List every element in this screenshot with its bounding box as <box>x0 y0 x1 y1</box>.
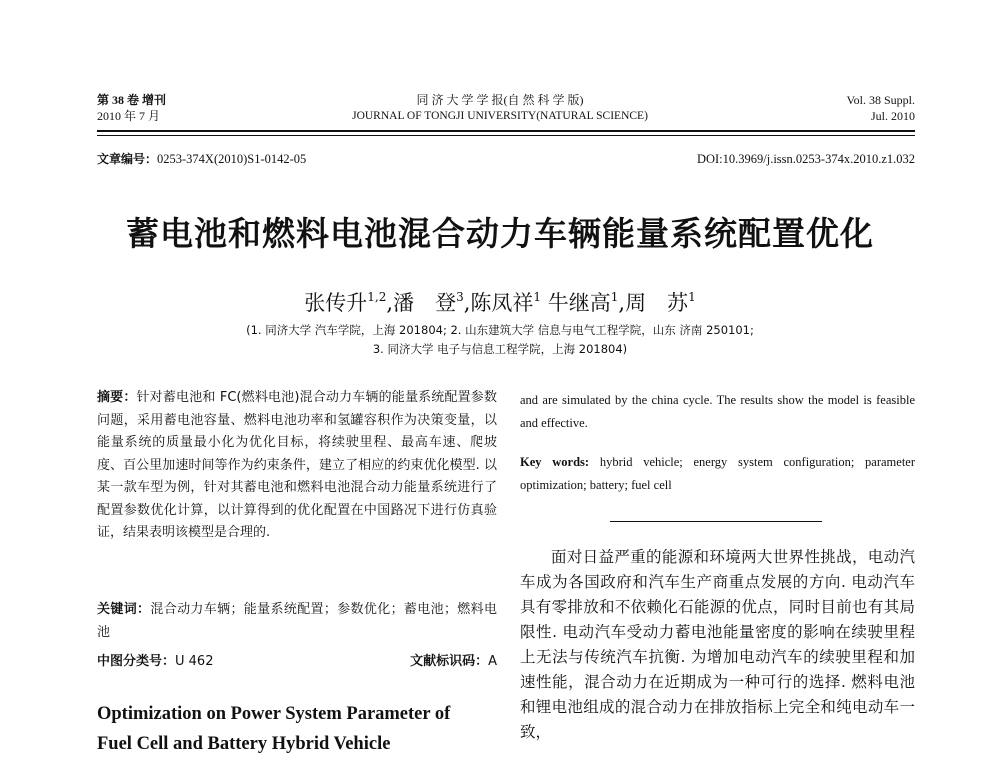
author-affiliation-mark: 1,2 <box>367 290 387 304</box>
author-separator: , <box>386 291 394 315</box>
author-name: 周 苏 <box>625 291 689 315</box>
paper-title: 蓄电池和燃料电池混合动力车辆能量系统配置优化 <box>126 214 874 253</box>
article-number <box>97 151 306 167</box>
english-title <box>97 699 497 759</box>
author-affiliation-mark: 3 <box>456 290 464 304</box>
english-title-line-2: Fuel Cell and Battery Hybrid Vehicle <box>97 734 391 754</box>
keywords-cn-text: 混合动力车辆；能量系统配置；参数优化；蓄电池；燃料电池 <box>97 602 497 640</box>
affiliation-line-2: 3. 同济大学 电子与信息工程学院，上海 201804) <box>372 342 628 356</box>
author-name: 潘 登 <box>393 291 457 315</box>
doc-code <box>410 651 497 674</box>
journal-name-en: JOURNAL OF TONGJI UNIVERSITY(NATURAL SCIENCE) <box>352 110 648 122</box>
article-number-label: 文章编号： <box>97 152 158 166</box>
affiliation-line-1: (1. 同济大学 汽车学院，上海 201804; 2. 山东建筑大学 信息与电气工程学院，山东 济南 250101; <box>246 323 754 337</box>
classification <box>97 651 497 674</box>
doc-code-label: 文献标识码： <box>410 654 489 669</box>
author-separator <box>541 291 548 315</box>
header-volume-cn: 第 38 卷 增刊 <box>97 93 167 107</box>
keywords-cn-label: 关键词： <box>97 602 151 617</box>
clc <box>97 654 213 669</box>
header-date-en: Jul. 2010 <box>870 109 915 123</box>
clc-value: U 462 <box>175 654 214 669</box>
keywords-en <box>520 451 915 497</box>
keywords-en-text: hybrid vehicle; energy system configuration; parameter optimization; battery; fuel cell <box>520 455 916 492</box>
author-name: 陈凤祥 <box>470 291 534 315</box>
doi: DOI:10.3969/j.issn.0253-374x.2010.z1.032 <box>696 152 915 166</box>
header-volume-en: Vol. 38 Suppl. <box>846 93 915 107</box>
abstract-cn <box>97 387 497 545</box>
introduction-paragraph: 面对日益严重的能源和环境两大世界性挑战，电动汽车成为各国政府和汽车生产商重点发展的方向. 电动汽车具有零排放和不依赖化石能源的优点，同时目前也有其局限性. 电动汽车受动力蓄电池能量密度的影响在续驶里程上无法与传统汽车抗衡. 为增加电动汽车的续驶里程和加速性能，混合动力在近期成为一种可行的选择. 燃料电池和锂电池组成的混合动力在排放指标上完全和纯电动车一致， <box>520 548 915 741</box>
author-affiliation-mark: 1 <box>610 290 619 304</box>
header-date-cn: 2010 年 7 月 <box>97 109 161 123</box>
author-affiliation-mark: 1 <box>533 290 542 304</box>
abstract-en-tail: and are simulated by the china cycle. The results show the model is feasible and effective. <box>520 393 915 430</box>
author-separator: , <box>618 291 626 315</box>
clc-label: 中图分类号： <box>97 654 176 669</box>
article-number-value: 0253-374X(2010)S1-0142-05 <box>157 152 307 166</box>
abstract-cn-label: 摘要： <box>97 390 137 405</box>
author-name: 张传升 <box>304 291 368 315</box>
doc-code-value: A <box>488 654 497 669</box>
keywords-en-label: Key words: <box>520 455 590 469</box>
author-affiliation-mark: 1 <box>688 290 696 304</box>
abstract-cn-text: 针对蓄电池和 FC(燃料电池)混合动力车辆的能量系统配置参数问题，采用蓄电池容量、燃料电池功率和氢罐容积作为决策变量，以能量系统的质量最小化为优化目标，将续驶里程、最高车速、爬坡度、百公里加速时间等作为约束条件，建立了相应的约束优化模型. 以某一款车型为例，针对其蓄电池和燃料电池混合动力能量系统进行了配置参数优化计算，以计算得到的优化配置在中国路况下进行仿真验证，结果表明该模型是合理的. <box>97 390 497 540</box>
section-divider <box>610 521 822 522</box>
keywords-cn <box>97 599 497 644</box>
author-name: 牛继高 <box>547 291 611 315</box>
author-separator: , <box>463 291 471 315</box>
journal-name-cn: 同 济 大 学 学 报(自 然 科 学 版) <box>416 93 584 107</box>
header-rule-thin <box>97 135 915 136</box>
header-rule-thick <box>97 130 915 132</box>
author-list <box>0 283 1000 317</box>
english-title-line-1: Optimization on Power System Parameter of <box>97 704 451 724</box>
